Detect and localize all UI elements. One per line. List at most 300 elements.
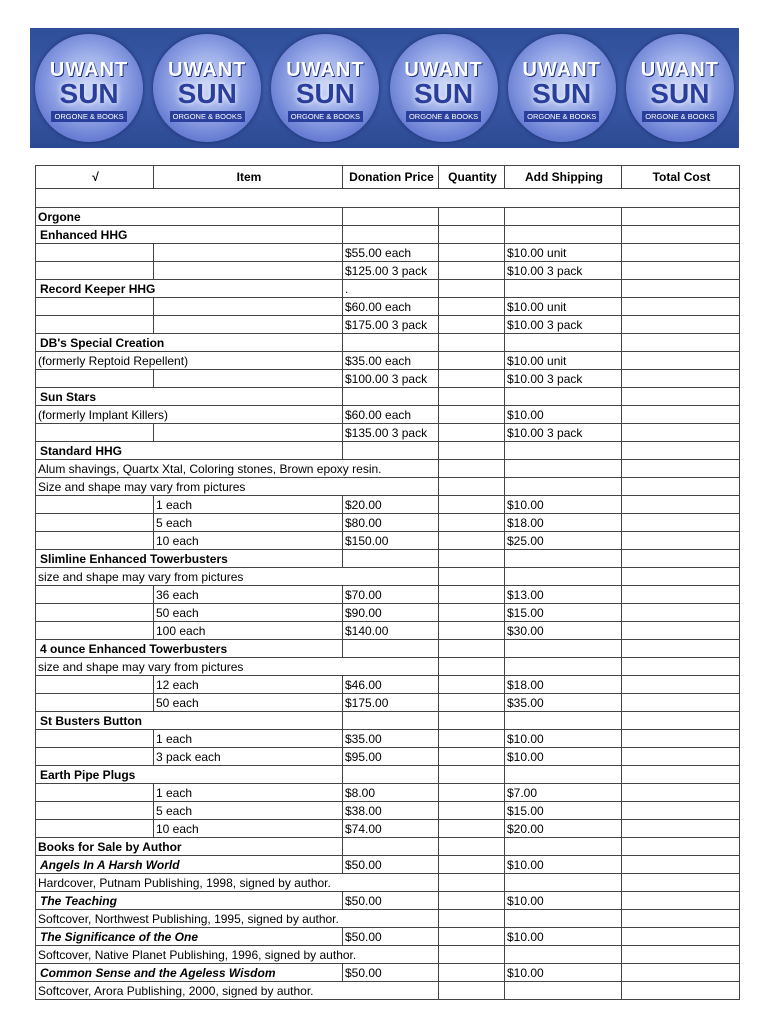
- donation-price: $95.00: [343, 748, 439, 766]
- product-note: (formerly Reptoid Repellent): [36, 352, 343, 370]
- quantity-input[interactable]: [439, 658, 505, 676]
- product-heading-row: [36, 766, 740, 784]
- price-cell: [343, 442, 439, 460]
- quantity-input[interactable]: [439, 730, 505, 748]
- quantity-input[interactable]: [439, 982, 505, 1000]
- check-cell[interactable]: [36, 262, 154, 280]
- option-label: 1 each: [154, 730, 343, 748]
- donation-price: $50.00: [343, 928, 439, 946]
- book-title: Common Sense and the Ageless Wisdom: [36, 964, 343, 982]
- shipping-price: $10.00: [505, 406, 622, 424]
- total-cell: [622, 586, 740, 604]
- check-cell[interactable]: [36, 820, 154, 838]
- order-form-table: [35, 165, 740, 1000]
- check-cell[interactable]: [36, 676, 154, 694]
- donation-price: $50.00: [343, 856, 439, 874]
- total-cell: [622, 766, 740, 784]
- section-heading: Books for Sale by Author: [36, 838, 343, 856]
- quantity-input[interactable]: [439, 514, 505, 532]
- donation-price: $60.00 each: [343, 298, 439, 316]
- description-row: [36, 460, 740, 478]
- product-heading-row: [36, 550, 740, 568]
- total-cell: [622, 424, 740, 442]
- donation-price: $35.00: [343, 730, 439, 748]
- donation-price: $35.00 each: [343, 352, 439, 370]
- total-cell: [622, 784, 740, 802]
- logo-line3: ORGONE & BOOKS: [524, 111, 599, 122]
- product-description: size and shape may vary from pictures: [36, 658, 439, 676]
- quantity-input[interactable]: [439, 604, 505, 622]
- price-option-row: [36, 406, 740, 424]
- shipping-price: $10.00 3 pack: [505, 424, 622, 442]
- price-option-row: [36, 586, 740, 604]
- total-cell: [622, 208, 740, 226]
- logo-line2: SUN: [295, 78, 355, 109]
- shipping-price: $7.00: [505, 784, 622, 802]
- product-heading-row: [36, 712, 740, 730]
- total-cell: [622, 226, 740, 244]
- logo-line3: ORGONE & BOOKS: [51, 111, 126, 122]
- price-option-row: [36, 676, 740, 694]
- product-description: size and shape may vary from pictures: [36, 568, 439, 586]
- description-row: [36, 568, 740, 586]
- product-heading-row: [36, 388, 740, 406]
- quantity-input[interactable]: [439, 802, 505, 820]
- quantity-input[interactable]: [439, 334, 505, 352]
- logo-line2: SUN: [177, 78, 237, 109]
- price-cell: [343, 766, 439, 784]
- total-cell: [622, 622, 740, 640]
- shipping-price: $10.00: [505, 496, 622, 514]
- shipping-cell: [505, 874, 622, 892]
- quantity-header: Quantity: [439, 166, 505, 189]
- check-header: √: [36, 166, 154, 189]
- logo-line2: SUN: [59, 78, 119, 109]
- donation-price: $125.00 3 pack: [343, 262, 439, 280]
- price-option-row: [36, 604, 740, 622]
- logo-line1: UWANT: [404, 59, 483, 81]
- quantity-input[interactable]: [439, 280, 505, 298]
- total-cell: [622, 640, 740, 658]
- quantity-input[interactable]: [439, 406, 505, 424]
- total-cell: [622, 298, 740, 316]
- total-cell: [622, 262, 740, 280]
- check-cell[interactable]: [36, 784, 154, 802]
- check-cell[interactable]: [36, 730, 154, 748]
- logo-line2: SUN: [532, 78, 592, 109]
- price-cell: [343, 640, 439, 658]
- price-option-row: [36, 370, 740, 388]
- check-cell[interactable]: [36, 298, 154, 316]
- check-cell[interactable]: [36, 370, 154, 388]
- product-description: Softcover, Native Planet Publishing, 1996, signed by author.: [36, 946, 439, 964]
- shipping-cell: [505, 946, 622, 964]
- uwant-sun-logo: [390, 34, 498, 142]
- quantity-input[interactable]: [439, 550, 505, 568]
- total-cell: [622, 964, 740, 982]
- shipping-cell: [505, 766, 622, 784]
- donation-price: $20.00: [343, 496, 439, 514]
- product-name: St Busters Button: [36, 712, 343, 730]
- section-heading-row: [36, 838, 740, 856]
- donation-price: $90.00: [343, 604, 439, 622]
- book-row: [36, 964, 740, 982]
- shipping-cell: [505, 550, 622, 568]
- shipping-price: $10.00 3 pack: [505, 316, 622, 334]
- total-cell: [622, 982, 740, 1000]
- product-name: Slimline Enhanced Towerbusters: [36, 550, 343, 568]
- quantity-input[interactable]: [439, 694, 505, 712]
- donation-price: $80.00: [343, 514, 439, 532]
- price-option-row: [36, 424, 740, 442]
- quantity-input[interactable]: [439, 784, 505, 802]
- donation-price: $50.00: [343, 892, 439, 910]
- donation-price: $46.00: [343, 676, 439, 694]
- quantity-input[interactable]: [439, 874, 505, 892]
- option-label: 1 each: [154, 496, 343, 514]
- uwant-sun-logo: [508, 34, 616, 142]
- uwant-sun-logo: [271, 34, 379, 142]
- quantity-input[interactable]: [439, 586, 505, 604]
- quantity-input[interactable]: [439, 838, 505, 856]
- price-cell: [343, 334, 439, 352]
- check-cell[interactable]: [36, 604, 154, 622]
- shipping-price: $10.00 unit: [505, 244, 622, 262]
- total-cell: [622, 676, 740, 694]
- quantity-input[interactable]: [439, 352, 505, 370]
- price-option-row: [36, 622, 740, 640]
- check-cell[interactable]: [36, 316, 154, 334]
- shipping-cell: [505, 334, 622, 352]
- quantity-input[interactable]: [439, 676, 505, 694]
- price-option-row: [36, 496, 740, 514]
- total-cell: [622, 568, 740, 586]
- quantity-input[interactable]: [439, 208, 505, 226]
- total-cell: [622, 316, 740, 334]
- logo-line1: UWANT: [640, 59, 720, 81]
- total-cell: [622, 352, 740, 370]
- quantity-input[interactable]: [439, 244, 505, 262]
- shipping-cell: [505, 712, 622, 730]
- section-heading-row: [36, 208, 740, 226]
- total-header: Total Cost: [622, 166, 740, 189]
- price-option-row: [36, 316, 740, 334]
- quantity-input[interactable]: [439, 766, 505, 784]
- total-cell: [622, 604, 740, 622]
- book-title: The Significance of the One: [36, 928, 343, 946]
- quantity-input[interactable]: [439, 424, 505, 442]
- option-label: 3 pack each: [154, 748, 343, 766]
- shipping-price: $18.00: [505, 676, 622, 694]
- book-row: [36, 928, 740, 946]
- total-cell: [622, 730, 740, 748]
- option-label: 12 each: [154, 676, 343, 694]
- total-cell: [622, 532, 740, 550]
- quantity-input[interactable]: [439, 712, 505, 730]
- product-name: Enhanced HHG: [36, 226, 343, 244]
- check-cell[interactable]: [36, 586, 154, 604]
- shipping-cell: [505, 460, 622, 478]
- logo-line3: ORGONE & BOOKS: [288, 111, 363, 122]
- shipping-cell: [505, 982, 622, 1000]
- shipping-price: $13.00: [505, 586, 622, 604]
- total-cell: [622, 280, 740, 298]
- donation-price: $60.00 each: [343, 406, 439, 424]
- spacer-cell: [36, 189, 740, 208]
- donation-price: $50.00: [343, 964, 439, 982]
- quantity-input[interactable]: [439, 568, 505, 586]
- product-heading-row: [36, 280, 740, 298]
- donation-price: $55.00 each: [343, 244, 439, 262]
- item-header: Item: [154, 166, 343, 189]
- product-description: Alum shavings, Quartx Xtal, Coloring stones, Brown epoxy resin.: [36, 460, 439, 478]
- price-option-row: [36, 820, 740, 838]
- quantity-input[interactable]: [439, 532, 505, 550]
- check-cell[interactable]: [36, 622, 154, 640]
- shipping-cell: [505, 442, 622, 460]
- shipping-price: $18.00: [505, 514, 622, 532]
- header-row: [36, 166, 740, 189]
- total-cell: [622, 874, 740, 892]
- product-description: Hardcover, Putnam Publishing, 1998, signed by author.: [36, 874, 439, 892]
- quantity-input[interactable]: [439, 640, 505, 658]
- option-label: 5 each: [154, 802, 343, 820]
- quantity-input[interactable]: [439, 370, 505, 388]
- uwant-sun-logo: [626, 34, 734, 142]
- shipping-price: $10.00 unit: [505, 298, 622, 316]
- total-cell: [622, 244, 740, 262]
- uwant-sun-logo: [153, 34, 261, 142]
- product-description: Softcover, Northwest Publishing, 1995, signed by author.: [36, 910, 439, 928]
- price-option-row: [36, 244, 740, 262]
- shipping-price: $20.00: [505, 820, 622, 838]
- total-cell: [622, 856, 740, 874]
- total-cell: [622, 892, 740, 910]
- option-label: [154, 370, 343, 388]
- total-cell: [622, 406, 740, 424]
- logo-line3: ORGONE & BOOKS: [170, 111, 245, 122]
- shipping-cell: [505, 226, 622, 244]
- option-label: 5 each: [154, 514, 343, 532]
- shipping-price: $10.00: [505, 964, 622, 982]
- product-description: Size and shape may vary from pictures: [36, 478, 439, 496]
- book-row: [36, 892, 740, 910]
- price-option-row: [36, 748, 740, 766]
- total-cell: [622, 442, 740, 460]
- price-cell: [343, 550, 439, 568]
- donation-price: $70.00: [343, 586, 439, 604]
- shipping-price: $30.00: [505, 622, 622, 640]
- shipping-header: Add Shipping: [505, 166, 622, 189]
- option-label: [154, 316, 343, 334]
- spacer-row: [36, 189, 740, 208]
- price-cell: [343, 208, 439, 226]
- quantity-input[interactable]: [439, 892, 505, 910]
- total-cell: [622, 496, 740, 514]
- price-option-row: [36, 730, 740, 748]
- price-option-row: [36, 784, 740, 802]
- logo-line1: UWANT: [49, 59, 129, 81]
- price-cell: .: [343, 280, 439, 298]
- total-cell: [622, 658, 740, 676]
- donation-price: $140.00: [343, 622, 439, 640]
- description-row: [36, 658, 740, 676]
- shipping-cell: [505, 838, 622, 856]
- price-cell: [343, 388, 439, 406]
- check-cell[interactable]: [36, 514, 154, 532]
- logo-line3: ORGONE & BOOKS: [642, 111, 717, 122]
- total-cell: [622, 514, 740, 532]
- logo-line1: UWANT: [168, 59, 247, 81]
- shipping-price: $15.00: [505, 802, 622, 820]
- quantity-input[interactable]: [439, 622, 505, 640]
- donation-price: $175.00 3 pack: [343, 316, 439, 334]
- section-heading: Orgone: [36, 208, 343, 226]
- total-cell: [622, 460, 740, 478]
- description-row: [36, 874, 740, 892]
- shipping-price: $10.00: [505, 730, 622, 748]
- quantity-input[interactable]: [439, 298, 505, 316]
- price-option-row: [36, 262, 740, 280]
- product-name: 4 ounce Enhanced Towerbusters: [36, 640, 343, 658]
- quantity-input[interactable]: [439, 964, 505, 982]
- quantity-input[interactable]: [439, 928, 505, 946]
- check-cell[interactable]: [36, 694, 154, 712]
- quantity-input[interactable]: [439, 442, 505, 460]
- logo-line1: UWANT: [522, 59, 601, 81]
- description-row: [36, 946, 740, 964]
- quantity-input[interactable]: [439, 226, 505, 244]
- shipping-price: $10.00 3 pack: [505, 370, 622, 388]
- shipping-cell: [505, 640, 622, 658]
- shipping-price: $10.00 unit: [505, 352, 622, 370]
- shipping-cell: [505, 568, 622, 586]
- price-cell: [343, 226, 439, 244]
- option-label: 10 each: [154, 820, 343, 838]
- shipping-cell: [505, 478, 622, 496]
- uwant-sun-logo: [35, 34, 143, 142]
- quantity-input[interactable]: [439, 748, 505, 766]
- check-cell[interactable]: [36, 424, 154, 442]
- check-cell[interactable]: [36, 496, 154, 514]
- product-name: Earth Pipe Plugs: [36, 766, 343, 784]
- price-option-row: [36, 532, 740, 550]
- product-name: Standard HHG: [36, 442, 343, 460]
- quantity-input[interactable]: [439, 946, 505, 964]
- price-option-row: [36, 298, 740, 316]
- donation-price: $150.00: [343, 532, 439, 550]
- quantity-input[interactable]: [439, 460, 505, 478]
- price-cell: [343, 838, 439, 856]
- total-cell: [622, 388, 740, 406]
- option-label: 1 each: [154, 784, 343, 802]
- donation-price: $135.00 3 pack: [343, 424, 439, 442]
- option-label: [154, 424, 343, 442]
- book-title: The Teaching: [36, 892, 343, 910]
- product-heading-row: [36, 334, 740, 352]
- check-cell[interactable]: [36, 244, 154, 262]
- donation-price: $8.00: [343, 784, 439, 802]
- shipping-cell: [505, 280, 622, 298]
- option-label: 36 each: [154, 586, 343, 604]
- quantity-input[interactable]: [439, 820, 505, 838]
- description-row: [36, 478, 740, 496]
- total-cell: [622, 748, 740, 766]
- check-cell[interactable]: [36, 802, 154, 820]
- price-option-row: [36, 802, 740, 820]
- product-description: Softcover, Arora Publishing, 2000, signed by author.: [36, 982, 439, 1000]
- option-label: 100 each: [154, 622, 343, 640]
- donation-price: $74.00: [343, 820, 439, 838]
- product-heading-row: [36, 442, 740, 460]
- price-cell: [343, 712, 439, 730]
- total-cell: [622, 910, 740, 928]
- check-cell[interactable]: [36, 748, 154, 766]
- option-label: 10 each: [154, 532, 343, 550]
- price-option-row: [36, 694, 740, 712]
- logo-line3: ORGONE & BOOKS: [406, 111, 481, 122]
- quantity-input[interactable]: [439, 910, 505, 928]
- quantity-input[interactable]: [439, 496, 505, 514]
- price-option-row: [36, 514, 740, 532]
- option-label: [154, 244, 343, 262]
- quantity-input[interactable]: [439, 478, 505, 496]
- book-title: Angels In A Harsh World: [36, 856, 343, 874]
- shipping-cell: [505, 910, 622, 928]
- check-cell[interactable]: [36, 532, 154, 550]
- total-cell: [622, 550, 740, 568]
- shipping-price: $10.00: [505, 928, 622, 946]
- shipping-price: $10.00 3 pack: [505, 262, 622, 280]
- shipping-price: $35.00: [505, 694, 622, 712]
- shipping-price: $10.00: [505, 856, 622, 874]
- total-cell: [622, 820, 740, 838]
- product-name: DB's Special Creation: [36, 334, 343, 352]
- product-name: Record Keeper HHG: [36, 280, 343, 298]
- price-header: Donation Price: [343, 166, 439, 189]
- quantity-input[interactable]: [439, 388, 505, 406]
- option-label: [154, 298, 343, 316]
- banner: [30, 28, 739, 148]
- total-cell: [622, 838, 740, 856]
- total-cell: [622, 694, 740, 712]
- shipping-price: $25.00: [505, 532, 622, 550]
- total-cell: [622, 370, 740, 388]
- total-cell: [622, 712, 740, 730]
- product-heading-row: [36, 226, 740, 244]
- donation-price: $38.00: [343, 802, 439, 820]
- price-option-row: [36, 352, 740, 370]
- donation-price: $175.00: [343, 694, 439, 712]
- quantity-input[interactable]: [439, 856, 505, 874]
- option-label: 50 each: [154, 694, 343, 712]
- option-label: 50 each: [154, 604, 343, 622]
- shipping-cell: [505, 208, 622, 226]
- total-cell: [622, 802, 740, 820]
- product-note: (formerly Implant Killers): [36, 406, 343, 424]
- donation-price: $100.00 3 pack: [343, 370, 439, 388]
- description-row: [36, 982, 740, 1000]
- shipping-price: $10.00: [505, 748, 622, 766]
- shipping-price: $15.00: [505, 604, 622, 622]
- total-cell: [622, 928, 740, 946]
- total-cell: [622, 334, 740, 352]
- total-cell: [622, 946, 740, 964]
- quantity-input[interactable]: [439, 262, 505, 280]
- logo-line1: UWANT: [286, 59, 365, 81]
- book-row: [36, 856, 740, 874]
- quantity-input[interactable]: [439, 316, 505, 334]
